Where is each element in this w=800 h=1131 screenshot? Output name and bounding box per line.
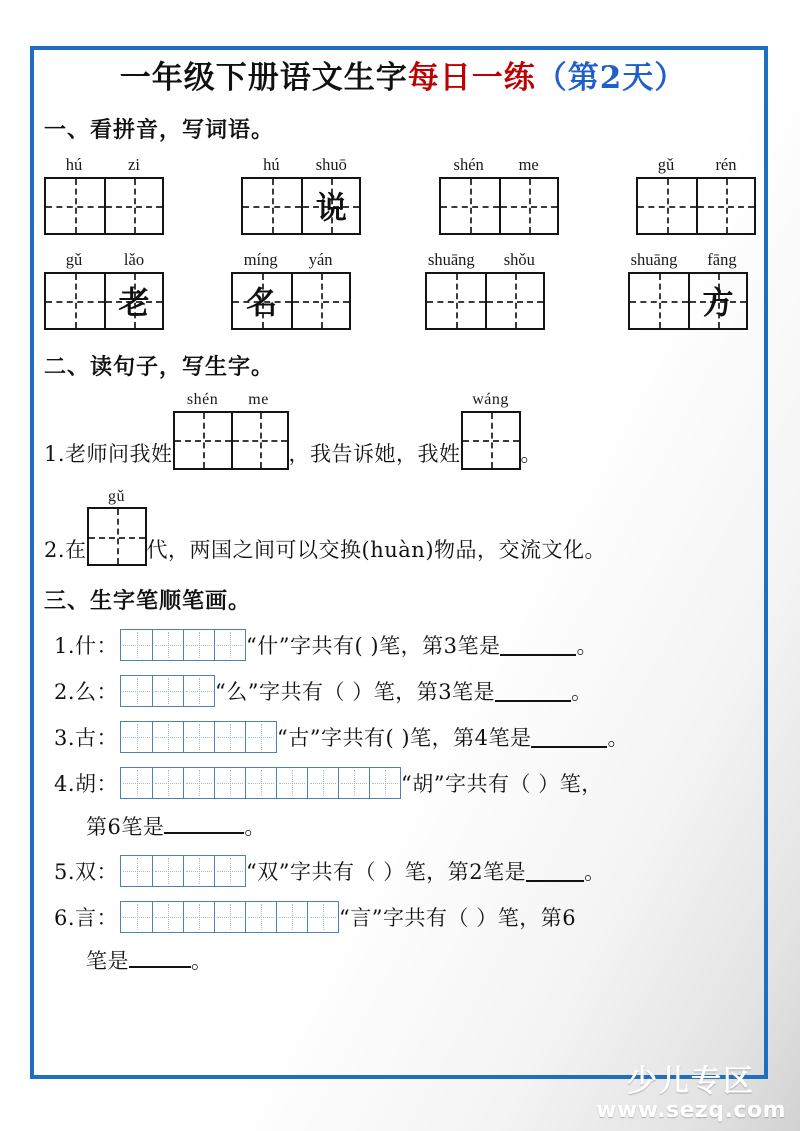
pinyin-syllable: lǎo bbox=[123, 250, 145, 270]
pinyin-syllable: rén bbox=[715, 155, 737, 174]
title-black-part: 一年级下册语文生字 bbox=[119, 60, 408, 96]
continuation-suffix: 。 bbox=[244, 815, 266, 840]
answer-blank[interactable] bbox=[495, 680, 571, 702]
cell-character: 名 bbox=[246, 285, 278, 322]
tianzige-cell[interactable] bbox=[441, 179, 499, 233]
continuation-suffix: 。 bbox=[191, 949, 213, 974]
stroke-cell[interactable] bbox=[338, 768, 369, 798]
word-group bbox=[417, 251, 553, 330]
stroke-item-label: 1.什： bbox=[54, 634, 119, 659]
section1-row-2 bbox=[44, 251, 756, 330]
tianzige-cell[interactable] bbox=[104, 179, 162, 233]
pinyin-syllable: fāng bbox=[707, 250, 737, 270]
watermark-url: www.sezq.com bbox=[596, 1097, 786, 1123]
word-group bbox=[231, 251, 351, 330]
stroke-item-6-continuation bbox=[44, 945, 756, 975]
stroke-question-text: “胡”字共有（ ）笔， bbox=[401, 772, 603, 797]
pinyin-syllable: shuāng bbox=[427, 250, 475, 270]
stroke-cell[interactable] bbox=[214, 722, 245, 752]
stroke-grid[interactable] bbox=[120, 629, 246, 661]
answer-blank[interactable] bbox=[500, 634, 576, 656]
pinyin-syllable: míng bbox=[243, 250, 278, 270]
stroke-cell[interactable] bbox=[121, 902, 152, 932]
tianzige-cell[interactable] bbox=[231, 413, 287, 468]
word-group bbox=[44, 251, 164, 330]
sentence-middle: ，我告诉她，我姓 bbox=[288, 441, 461, 466]
sentence-suffix: 代，两国之间可以交换(huàn)物品，交流文化。 bbox=[146, 538, 607, 563]
pinyin-syllable: gǔ bbox=[108, 487, 126, 505]
tianzige-boxes[interactable] bbox=[44, 177, 164, 235]
answer-box-group[interactable] bbox=[461, 391, 521, 470]
stroke-cell[interactable] bbox=[245, 902, 276, 932]
pinyin-line bbox=[636, 156, 756, 174]
pinyin-syllable: me bbox=[518, 155, 539, 174]
section2-sentence-2 bbox=[44, 488, 756, 567]
word-group bbox=[439, 156, 559, 235]
tianzige-cell[interactable] bbox=[463, 413, 519, 468]
sentence-prefix: 1.老师问我姓 bbox=[44, 441, 173, 466]
stroke-cell[interactable] bbox=[152, 902, 183, 932]
stroke-grid[interactable] bbox=[120, 721, 277, 753]
tianzige-cell[interactable] bbox=[630, 274, 688, 328]
stroke-cell[interactable] bbox=[276, 768, 307, 798]
watermark bbox=[596, 1066, 786, 1123]
title-blue-part: （第2天） bbox=[535, 60, 687, 96]
stroke-cell[interactable] bbox=[183, 856, 214, 886]
stroke-item-6 bbox=[44, 901, 756, 933]
tianzige-boxes[interactable] bbox=[241, 177, 361, 235]
pinyin-syllable: shén bbox=[453, 155, 484, 174]
cell-character: 老 bbox=[118, 285, 150, 322]
stroke-cell[interactable] bbox=[152, 676, 183, 706]
stroke-cell[interactable] bbox=[183, 630, 214, 660]
pinyin-syllable: hú bbox=[263, 155, 280, 174]
pinyin-line bbox=[463, 391, 519, 409]
answer-blank[interactable] bbox=[129, 946, 191, 968]
cell-character: 说 bbox=[315, 190, 347, 227]
continuation-prefix: 笔是 bbox=[86, 949, 129, 974]
pinyin-line bbox=[231, 251, 351, 269]
sentence-suffix: 。 bbox=[520, 441, 543, 466]
stroke-cell[interactable] bbox=[121, 856, 152, 886]
stroke-cell[interactable] bbox=[214, 768, 245, 798]
pinyin-line bbox=[44, 156, 164, 174]
stroke-cell[interactable] bbox=[121, 768, 152, 798]
answer-box-group[interactable] bbox=[173, 391, 289, 470]
stroke-grid[interactable] bbox=[120, 901, 339, 933]
stroke-cell[interactable] bbox=[307, 768, 338, 798]
worksheet-content bbox=[44, 52, 756, 975]
stroke-cell[interactable] bbox=[152, 856, 183, 886]
pinyin-line bbox=[620, 251, 756, 269]
stroke-cell[interactable] bbox=[152, 630, 183, 660]
pinyin-line bbox=[44, 251, 164, 269]
tianzige-boxes[interactable] bbox=[461, 411, 521, 470]
stroke-cell[interactable] bbox=[183, 676, 214, 706]
stroke-cell[interactable] bbox=[245, 768, 276, 798]
section3-heading: 三、生字笔顺笔画。 bbox=[44, 588, 252, 615]
stroke-grid[interactable] bbox=[120, 767, 401, 799]
stroke-question-text: “双”字共有（ ）笔，第2笔是 bbox=[246, 860, 527, 885]
stroke-item-label: 3.古： bbox=[54, 726, 119, 751]
section2-heading: 二、读句子，写生字。 bbox=[44, 354, 275, 381]
stroke-question-text: “么”字共有（ ）笔，第3笔是 bbox=[215, 680, 496, 705]
pinyin-syllable: gǔ bbox=[65, 250, 83, 270]
tianzige-boxes[interactable] bbox=[44, 272, 164, 330]
stroke-item-5 bbox=[44, 855, 756, 887]
tianzige-cell[interactable] bbox=[104, 274, 162, 328]
answer-box-group[interactable] bbox=[87, 488, 147, 567]
stroke-cell[interactable] bbox=[214, 856, 245, 886]
pinyin-syllable: shuō bbox=[315, 155, 347, 174]
tianzige-cell[interactable] bbox=[175, 413, 231, 468]
stroke-item-1 bbox=[44, 629, 756, 661]
stroke-item-label: 2.么： bbox=[54, 680, 119, 705]
stroke-cell[interactable] bbox=[214, 630, 245, 660]
stroke-cell[interactable] bbox=[214, 902, 245, 932]
stroke-cell[interactable] bbox=[121, 630, 152, 660]
stroke-cell[interactable] bbox=[276, 902, 307, 932]
tianzige-cell[interactable] bbox=[499, 179, 557, 233]
pinyin-syllable: shén bbox=[186, 391, 219, 409]
tianzige-cell[interactable] bbox=[301, 179, 359, 233]
word-group bbox=[44, 156, 164, 235]
word-group bbox=[636, 156, 756, 235]
pinyin-line bbox=[175, 391, 287, 409]
stroke-cell[interactable] bbox=[245, 722, 276, 752]
page-title bbox=[44, 52, 756, 97]
watermark-logo: 少儿专区 bbox=[627, 1064, 756, 1100]
pinyin-line bbox=[89, 488, 145, 506]
answer-blank[interactable] bbox=[531, 726, 607, 748]
tianzige-cell[interactable] bbox=[485, 274, 543, 328]
stroke-question-text: “古”字共有( )笔，第4笔是 bbox=[277, 726, 532, 751]
pinyin-syllable: yán bbox=[308, 250, 333, 270]
stroke-tail-text: 。 bbox=[607, 726, 629, 751]
answer-blank[interactable] bbox=[526, 860, 584, 882]
pinyin-line bbox=[439, 156, 559, 174]
stroke-cell[interactable] bbox=[369, 768, 400, 798]
stroke-tail-text: 。 bbox=[576, 634, 598, 659]
continuation-prefix: 第6笔是 bbox=[86, 815, 165, 840]
stroke-item-label: 4.胡： bbox=[54, 772, 119, 797]
stroke-cell[interactable] bbox=[152, 722, 183, 752]
stroke-item-4-continuation bbox=[44, 811, 756, 841]
stroke-cell[interactable] bbox=[121, 722, 152, 752]
stroke-cell[interactable] bbox=[183, 768, 214, 798]
tianzige-cell[interactable] bbox=[46, 179, 104, 233]
word-group bbox=[620, 251, 756, 330]
tianzige-boxes[interactable] bbox=[425, 272, 545, 330]
pinyin-syllable: wáng bbox=[472, 391, 509, 409]
stroke-cell[interactable] bbox=[121, 676, 152, 706]
stroke-item-3 bbox=[44, 721, 756, 753]
stroke-question-text: “什”字共有( )笔，第3笔是 bbox=[246, 634, 501, 659]
section2-sentence-1 bbox=[44, 391, 756, 470]
stroke-cell[interactable] bbox=[152, 768, 183, 798]
tianzige-cell[interactable] bbox=[427, 274, 485, 328]
pinyin-syllable: hú bbox=[65, 155, 83, 174]
title-red-part: 每日一练 bbox=[407, 60, 536, 96]
stroke-item-label: 6.言： bbox=[54, 906, 119, 931]
pinyin-syllable: me bbox=[248, 391, 269, 409]
pinyin-syllable: shǒu bbox=[503, 250, 535, 270]
stroke-cell[interactable] bbox=[183, 722, 214, 752]
pinyin-syllable: shuāng bbox=[630, 250, 678, 270]
stroke-item-4 bbox=[44, 767, 756, 799]
cell-character: 方 bbox=[702, 285, 734, 322]
tianzige-boxes[interactable] bbox=[87, 507, 147, 566]
tianzige-boxes[interactable] bbox=[439, 177, 559, 235]
stroke-tail-text: 。 bbox=[571, 680, 593, 705]
tianzige-boxes[interactable] bbox=[636, 177, 756, 235]
stroke-cell[interactable] bbox=[307, 902, 338, 932]
sentence-prefix: 2.在 bbox=[44, 538, 87, 563]
tianzige-cell[interactable] bbox=[291, 274, 349, 328]
stroke-cell[interactable] bbox=[183, 902, 214, 932]
stroke-tail-text: 。 bbox=[584, 860, 606, 885]
tianzige-cell[interactable] bbox=[233, 274, 291, 328]
tianzige-cell[interactable] bbox=[696, 179, 754, 233]
stroke-item-2 bbox=[44, 675, 756, 707]
pinyin-syllable: zi bbox=[128, 155, 140, 174]
pinyin-syllable: gǔ bbox=[657, 155, 675, 174]
answer-blank[interactable] bbox=[164, 812, 244, 834]
tianzige-boxes[interactable] bbox=[231, 272, 351, 330]
tianzige-boxes[interactable] bbox=[628, 272, 748, 330]
pinyin-line bbox=[417, 251, 553, 269]
tianzige-cell[interactable] bbox=[688, 274, 746, 328]
tianzige-cell[interactable] bbox=[638, 179, 696, 233]
stroke-grid[interactable] bbox=[120, 855, 246, 887]
stroke-question-text: “言”字共有（ ）笔，第6 bbox=[339, 906, 577, 931]
stroke-grid[interactable] bbox=[120, 675, 215, 707]
section1-heading: 一、看拼音，写词语。 bbox=[44, 117, 275, 143]
tianzige-cell[interactable] bbox=[243, 179, 301, 233]
word-group bbox=[241, 156, 361, 235]
tianzige-boxes[interactable] bbox=[173, 411, 289, 470]
tianzige-cell[interactable] bbox=[89, 509, 145, 564]
section1-row-1 bbox=[44, 156, 756, 235]
stroke-item-label: 5.双： bbox=[54, 860, 119, 885]
tianzige-cell[interactable] bbox=[46, 274, 104, 328]
pinyin-line bbox=[241, 156, 361, 174]
